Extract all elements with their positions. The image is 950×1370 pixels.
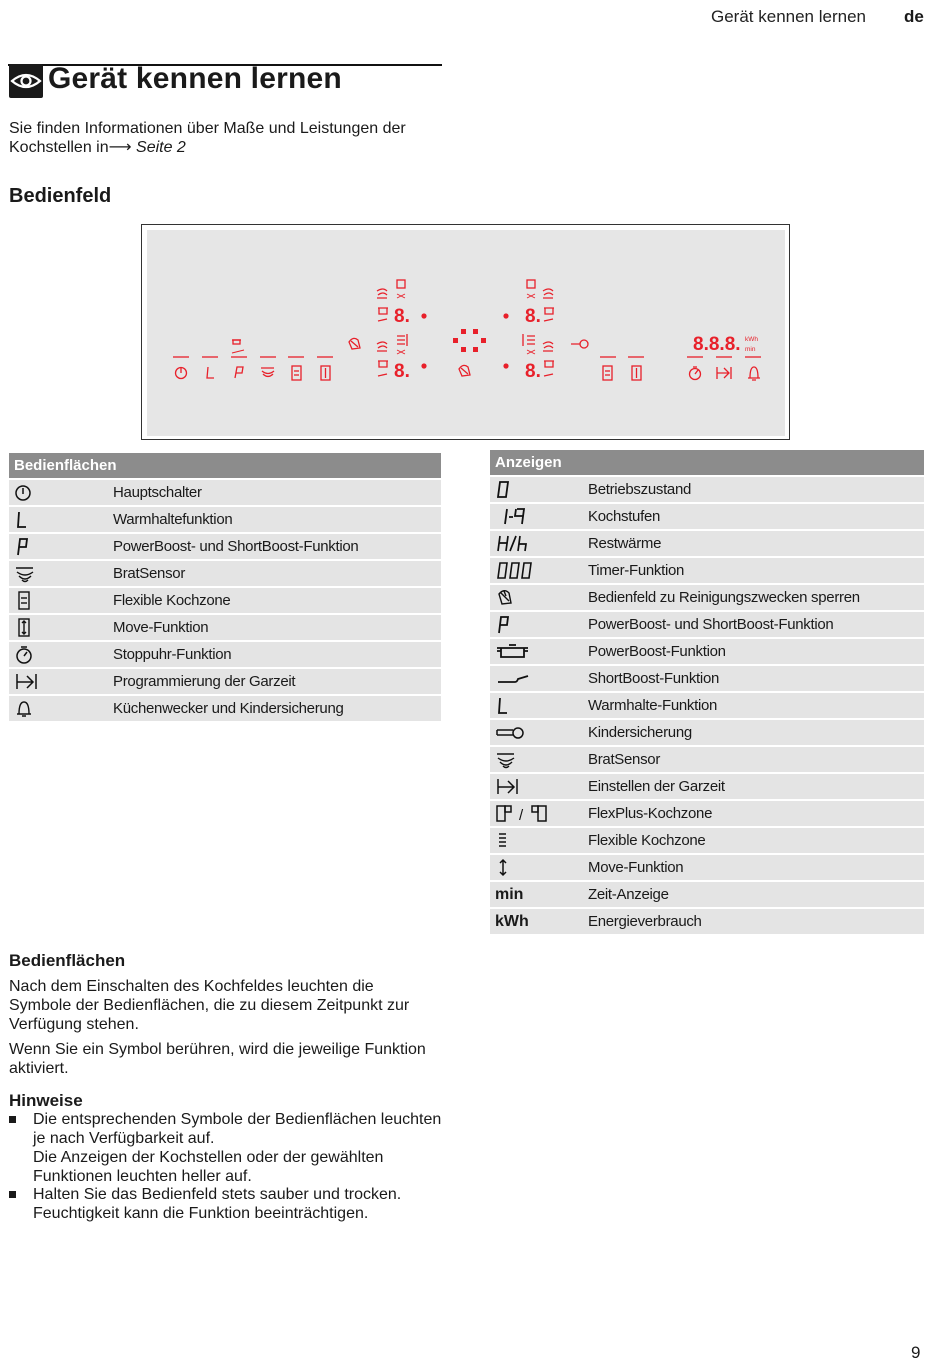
table-cell-label: BratSensor bbox=[113, 565, 186, 582]
table-row bbox=[490, 693, 924, 718]
table-cell-label: Stoppuhr-Funktion bbox=[113, 646, 232, 663]
table-cell-label: Küchenwecker und Kindersicherung bbox=[113, 700, 344, 717]
keep-warm-icon bbox=[14, 510, 54, 529]
panel-move-field-right bbox=[628, 357, 644, 380]
svg-text:8.: 8. bbox=[525, 306, 541, 327]
running-header-title: Gerät kennen lernen bbox=[711, 7, 866, 26]
panel-zone-front-left bbox=[377, 334, 427, 382]
intro-text: Sie finden Informationen über Maße und Leistungen der Kochstellen in bbox=[9, 120, 406, 156]
levels-icon bbox=[495, 507, 535, 526]
table-row bbox=[490, 612, 924, 637]
panel-cleanlock-symbol bbox=[349, 338, 360, 349]
table-row bbox=[490, 558, 924, 583]
min-unit-symbol: min bbox=[495, 886, 524, 903]
panel-flexzone-field bbox=[288, 357, 304, 380]
table-cell-label: Warmhaltefunktion bbox=[113, 511, 233, 528]
table-row bbox=[490, 585, 924, 610]
fry-sensor-icon bbox=[495, 750, 535, 769]
table-row bbox=[490, 828, 924, 853]
paragraph: Nach dem Einschalten des Kochfeldes leuchten die Symbole der Bedienflächen, die zu diesem Zeitpunkt zur Verfügung stehen. bbox=[9, 978, 410, 1033]
flexible-zone-icon bbox=[14, 591, 54, 610]
cooking-time-icon bbox=[495, 777, 535, 796]
cooking-time-icon bbox=[14, 672, 54, 691]
table-cell-label: PowerBoost-Funktion bbox=[588, 643, 726, 660]
table-row bbox=[9, 642, 441, 667]
table-cell-label: Hauptschalter bbox=[113, 484, 202, 501]
powerboost-icon bbox=[14, 537, 54, 556]
intro-paragraph bbox=[9, 119, 449, 157]
panel-zone-front-right bbox=[503, 334, 554, 382]
panel-timer-display bbox=[693, 334, 758, 355]
indicators-table bbox=[490, 450, 924, 934]
flexplus-icon bbox=[495, 804, 549, 823]
panel-flexzone-field-right bbox=[600, 357, 616, 380]
arrow-icon: ⟶ bbox=[108, 139, 132, 156]
table-row bbox=[490, 909, 924, 934]
eye-icon bbox=[9, 64, 43, 98]
table-cell-label: Restwärme bbox=[588, 535, 662, 552]
bullet-square-icon bbox=[9, 1116, 16, 1123]
language-code: de bbox=[904, 7, 924, 26]
table-row bbox=[9, 507, 441, 532]
table-cell-label: Energieverbrauch bbox=[588, 913, 702, 930]
panel-powerboost-field bbox=[231, 340, 247, 378]
flexible-zone-lines-icon bbox=[495, 831, 535, 850]
svg-text:/: / bbox=[519, 807, 524, 823]
table-cell-label: Einstellen der Garzeit bbox=[588, 778, 725, 795]
notes-heading: Hinweise bbox=[9, 1091, 83, 1110]
panel-move-field bbox=[317, 357, 333, 380]
move-icon bbox=[14, 618, 54, 637]
panel-cookingtime-field bbox=[716, 357, 732, 379]
subsection-heading: Bedienflächen bbox=[9, 951, 126, 970]
svg-text:kWh: kWh bbox=[745, 336, 758, 343]
table-row bbox=[490, 504, 924, 529]
table-row bbox=[9, 696, 441, 721]
table-row bbox=[9, 561, 441, 586]
section-heading: Bedienfeld bbox=[9, 185, 112, 207]
page-reference-link[interactable]: Seite 2 bbox=[136, 139, 186, 156]
table-cell-label: FlexPlus-Kochzone bbox=[588, 805, 713, 822]
fry-sensor-icon bbox=[14, 564, 54, 583]
pot-icon bbox=[495, 642, 535, 661]
table-cell-label: Bedienfeld zu Reinigungszwecken sperren bbox=[588, 589, 860, 606]
panel-keepwarm-field bbox=[202, 357, 218, 378]
bell-icon bbox=[14, 699, 54, 718]
table-row bbox=[490, 666, 924, 691]
svg-text:8.: 8. bbox=[525, 361, 541, 382]
svg-text:8.8.8.: 8.8.8. bbox=[693, 334, 741, 355]
paragraph: Wenn Sie ein Symbol berühren, wird die jeweilige Funktion aktiviert. bbox=[9, 1041, 426, 1077]
table-row bbox=[9, 669, 441, 694]
table-row bbox=[490, 747, 924, 772]
table-cell-label: BratSensor bbox=[588, 751, 661, 768]
panel-bell-field bbox=[745, 357, 761, 380]
powerboost-icon bbox=[495, 615, 535, 634]
table-cell-label: Move-Funktion bbox=[113, 619, 209, 636]
panel-cleanlock-symbol-center bbox=[459, 365, 470, 376]
table-cell-label: Move-Funktion bbox=[588, 859, 684, 876]
svg-text:8.: 8. bbox=[394, 306, 410, 327]
table-row bbox=[490, 531, 924, 556]
key-icon bbox=[495, 723, 535, 742]
list-item-text: Halten Sie das Bedienfeld stets sauber und trocken. Feuchtigkeit kann die Funktion beeinträchtigen. bbox=[33, 1186, 402, 1222]
panel-zone-selector bbox=[453, 329, 486, 352]
table-cell-label: PowerBoost- und ShortBoost-Funktion bbox=[113, 538, 359, 555]
table-row bbox=[490, 855, 924, 880]
svg-text:8.: 8. bbox=[394, 361, 410, 382]
table-row bbox=[490, 882, 924, 907]
control-fields-table bbox=[9, 453, 441, 721]
power-icon bbox=[14, 483, 54, 502]
table-row bbox=[490, 801, 924, 826]
page-title: Gerät kennen lernen bbox=[48, 62, 342, 95]
table-row bbox=[490, 774, 924, 799]
kwh-unit-symbol: kWh bbox=[495, 913, 529, 930]
table-cell-label: Flexible Kochzone bbox=[588, 832, 706, 849]
table-header: Bedienflächen bbox=[9, 453, 441, 478]
list-item-text: Die Anzeigen der Kochstellen oder der gewählten Funktionen leuchten heller auf. bbox=[33, 1149, 384, 1185]
table-cell-label: Zeit-Anzeige bbox=[588, 886, 669, 903]
table-row bbox=[9, 588, 441, 613]
table-cell-label: PowerBoost- und ShortBoost-Funktion bbox=[588, 616, 834, 633]
zero-digit-icon bbox=[495, 480, 535, 499]
svg-text:min: min bbox=[745, 346, 756, 353]
table-cell-label: Flexible Kochzone bbox=[113, 592, 231, 609]
table-row bbox=[490, 639, 924, 664]
table-cell-label: Kochstufen bbox=[588, 508, 661, 525]
table-cell-label: ShortBoost-Funktion bbox=[588, 670, 720, 687]
table-cell-label: Programmierung der Garzeit bbox=[113, 673, 296, 690]
table-cell-label: Warmhalte-Funktion bbox=[588, 697, 718, 714]
table-cell-label: Betriebszustand bbox=[588, 481, 692, 498]
clean-lock-icon bbox=[495, 588, 535, 607]
panel-frysensor-field bbox=[260, 357, 276, 377]
panel-zone-rear-right bbox=[503, 280, 554, 327]
timer-digits-icon bbox=[495, 561, 535, 580]
table-row bbox=[490, 720, 924, 745]
move-arrow-icon bbox=[495, 858, 535, 877]
table-row bbox=[9, 534, 441, 559]
stopwatch-icon bbox=[14, 645, 54, 664]
control-panel bbox=[147, 230, 785, 436]
list-item-text: Die entsprechenden Symbole der Bedienflächen leuchten je nach Verfügbarkeit auf. bbox=[33, 1111, 442, 1147]
table-cell-label: Kindersicherung bbox=[588, 724, 692, 741]
table-row bbox=[9, 480, 441, 505]
panel-zone-rear-left bbox=[377, 280, 427, 327]
bullet-square-icon bbox=[9, 1191, 16, 1198]
table-cell-label: Timer-Funktion bbox=[588, 562, 685, 579]
table-header: Anzeigen bbox=[490, 450, 924, 475]
residual-heat-icon bbox=[495, 534, 535, 553]
panel-power-field bbox=[173, 357, 189, 379]
table-row bbox=[490, 477, 924, 502]
panel-stopwatch-field bbox=[687, 357, 703, 380]
keep-warm-icon bbox=[495, 696, 535, 715]
table-row bbox=[9, 615, 441, 640]
page-number: 9 bbox=[911, 1343, 921, 1362]
pan-icon bbox=[495, 669, 535, 688]
panel-key-symbol bbox=[571, 340, 588, 348]
